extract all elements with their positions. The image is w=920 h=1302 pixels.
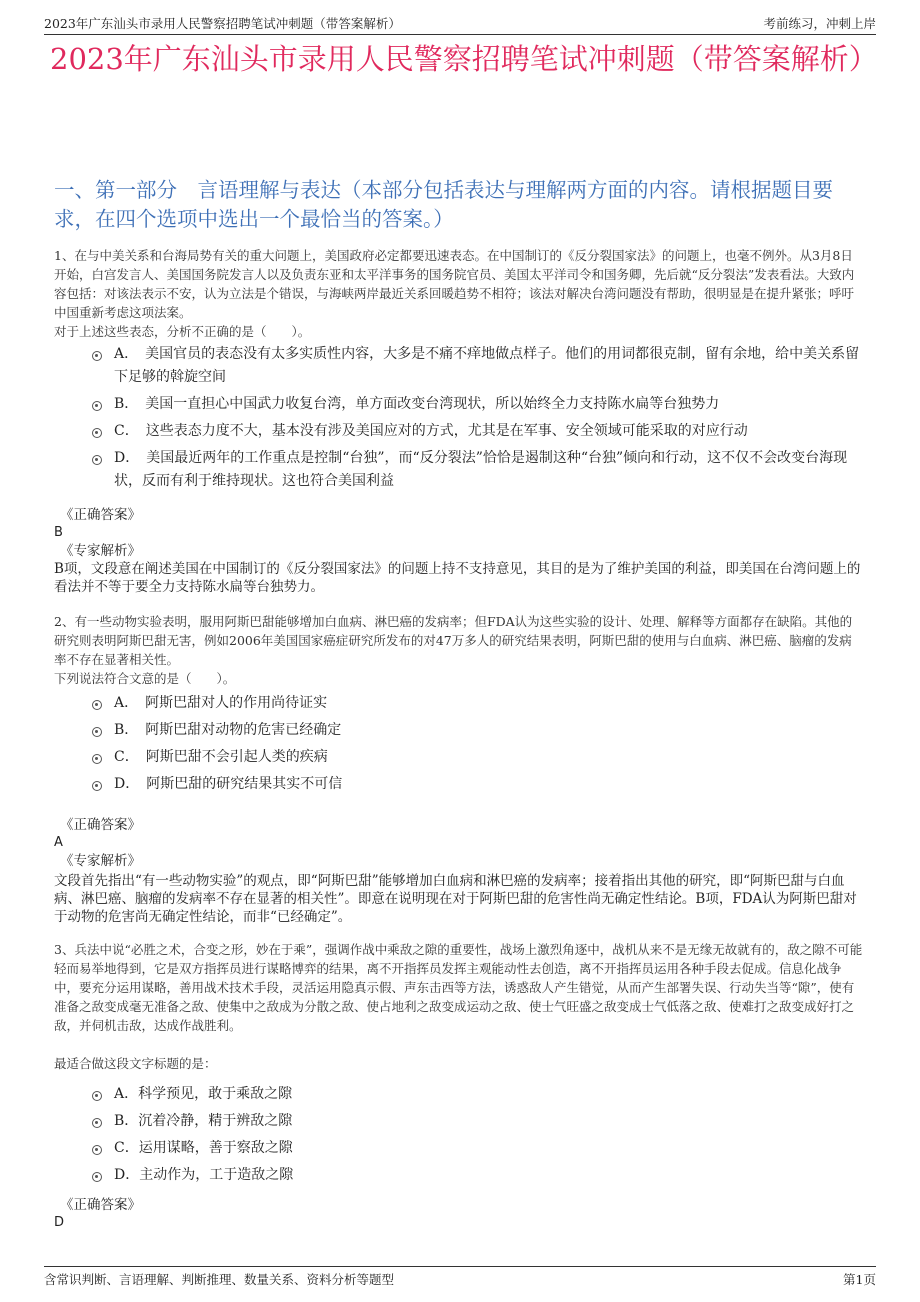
header-slogan: 考前练习，冲刺上岸 [763,16,876,31]
radio-icon[interactable] [92,351,102,361]
question-prompt: 最适合做这段文字标题的是： [54,1056,217,1071]
analysis-label: 《专家解析》 [60,543,141,559]
question-2-options [90,692,864,800]
question-2-stem [54,612,864,688]
section-heading: 一、第一部分 言语理解与表达（本部分包括表达与理解两方面的内容。请根据题目要求，在四个选项中选出一个最恰当的答案。） [54,178,833,231]
question-1-answer [54,506,864,560]
option-text: B． 美国一直担心中国武力收复台湾，单方面改变台湾现状，所以始终全力支持陈水扁等台独势力 [114,396,720,412]
option-d[interactable] [90,1164,864,1187]
option-text: A．科学预见，敢于乘敌之隙 [114,1086,293,1102]
question-text: 2、有一些动物实验表明，服用阿斯巴甜能够增加白血病、淋巴癌的发病率；但FDA认为这些实验的设计、处理、解释等方面都存在缺陷。其他的研究则表明阿斯巴甜无害，例如2006年美国国家癌症研究所发布的对47万多人的研究结果表明，阿斯巴甜的使用与白血病、淋巴癌、脑瘤的发病率不存在显著相关性。 [54,614,853,667]
option-c[interactable] [90,420,864,443]
option-b[interactable] [90,1110,864,1133]
radio-icon[interactable] [92,700,102,710]
option-b[interactable] [90,719,864,742]
option-text: A． 阿斯巴甜对人的作用尚待证实 [114,695,328,711]
option-a[interactable] [90,1083,864,1106]
answer-label: 《正确答案》 [60,817,141,833]
question-1-analysis: B项，文段意在阐述美国在中国制订的《反分裂国家法》的问题上持不支持意见，其目的是为了维护美国的利益，即美国在台湾问题上的看法并不等于要全力支持陈水扁等台独势力。 [54,561,861,595]
question-3-options [90,1083,864,1191]
radio-icon[interactable] [92,401,102,411]
question-prompt: 下列说法符合文意的是（ ）。 [54,671,236,686]
question-2-analysis: 文段首先指出“有一些动物实验”的观点，即“阿斯巴甜”能够增加白血病和淋巴癌的发病率；接着指出其他的研究，即“阿斯巴甜与白血病、淋巴癌、脑瘤的发病率不存在显著的相关性”。即意在说明现在对于阿斯巴甜的危害性尚无确定性结论。B项，FDA认为阿斯巴甜对于动物的危害尚无确定性结论，而非“已经确定”。 [54,873,857,925]
radio-icon[interactable] [92,781,102,791]
radio-icon[interactable] [92,1091,102,1101]
answer-value: D [54,1215,65,1230]
question-prompt: 对于上述这些表态，分析不正确的是（ ）。 [54,324,311,339]
option-c[interactable] [90,1137,864,1160]
analysis-label: 《专家解析》 [60,853,141,869]
option-text: D． 美国最近两年的工作重点是控制“台独”，而“反分裂法”恰恰是遏制这种“台独”倾向和行动，这不仅不会改变台海现状，反而有利于维持现状。这也符合美国利益 [114,450,848,489]
document-title: 2023年广东汕头市录用人民警察招聘笔试冲刺题（带答案解析） [50,42,878,76]
option-text: B．沉着冷静，精于辨敌之隙 [114,1113,293,1129]
radio-icon[interactable] [92,1118,102,1128]
answer-value: B [54,525,63,540]
question-1-stem [54,246,864,341]
option-text: A． 美国官员的表态没有太多实质性内容，大多是不痛不痒地做点样子。他们的用词都很克制，留有余地，给中美关系留下足够的斡旋空间 [114,346,860,385]
answer-value: A [54,835,63,850]
question-text: 3、兵法中说“必胜之术，合变之形，妙在于乘”，强调作战中乘敌之隙的重要性，战场上激烈角逐中，战机从来不是无缘无故就有的，敌之隙不可能轻而易举地得到，它是双方指挥员进行谋略博弈的结果，离不开指挥员发挥主观能动性去创造，离不开指挥员运用各种手段去促成。信息化战争中，要充分运用谋略，善用战术技术手段，灵活运用隐真示假、声东击西等方法，诱惑敌人产生错觉，从而产生部署失误、行动失当等“隙”，使有准备之敌变成毫无准备之敌、使集中之敌成为分散之敌、使占地利之敌变成运动之敌、使士气旺盛之敌变成士气低落之敌、使难打之敌变成好打之敌，并伺机击敌，达成作战胜利。 [54,942,863,1033]
radio-icon[interactable] [92,1145,102,1155]
radio-icon[interactable] [92,428,102,438]
option-text: C．运用谋略，善于察敌之隙 [114,1140,293,1156]
question-3-stem [54,940,864,1073]
option-d[interactable] [90,447,864,493]
answer-label: 《正确答案》 [60,1197,141,1213]
option-a[interactable] [90,343,864,389]
option-a[interactable] [90,692,864,715]
option-text: B． 阿斯巴甜对动物的危害已经确定 [114,722,342,738]
option-text: D． 阿斯巴甜的研究结果其实不可信 [114,776,343,792]
option-text: C． 这些表态力度不大，基本没有涉及美国应对的方式，尤其是在军事、安全领域可能采取的对应行动 [114,423,748,439]
option-text: C． 阿斯巴甜不会引起人类的疾病 [114,749,328,765]
option-text: D．主动作为，工于造敌之隙 [114,1167,294,1183]
page-number: 第1页 [843,1272,876,1287]
option-d[interactable] [90,773,864,796]
header-doc-title: 2023年广东汕头市录用人民警察招聘笔试冲刺题（带答案解析） [44,16,401,31]
radio-icon[interactable] [92,1172,102,1182]
question-1-options [90,343,864,497]
question-2-answer [54,816,864,870]
footer-description: 含常识判断、言语理解、判断推理、数量关系、资料分析等题型 [44,1272,395,1287]
page-footer [44,1266,876,1291]
radio-icon[interactable] [92,455,102,465]
page-header [44,10,876,35]
option-c[interactable] [90,746,864,769]
question-text: 1、在与中美关系和台海局势有关的重大问题上，美国政府必定都要迅速表态。在中国制订的《反分裂国家法》的问题上，也毫不例外。从3月8日开始，白宫发言人、美国国务院发言人以及负责东亚和太平洋事务的国务院官员、美国太平洋司令和国务卿，先后就“反分裂法”发表看法。大致内容包括：对该法表示不安，认为立法是个错误，与海峡两岸最近关系回暖趋势不相符；该法对解决台湾问题没有帮助，很明显是在提升紧张；呼吁中国重新考虑这项法案。 [54,248,855,320]
question-3-answer [54,1196,864,1232]
radio-icon[interactable] [92,727,102,737]
option-b[interactable] [90,393,864,416]
answer-label: 《正确答案》 [60,507,141,523]
radio-icon[interactable] [92,754,102,764]
